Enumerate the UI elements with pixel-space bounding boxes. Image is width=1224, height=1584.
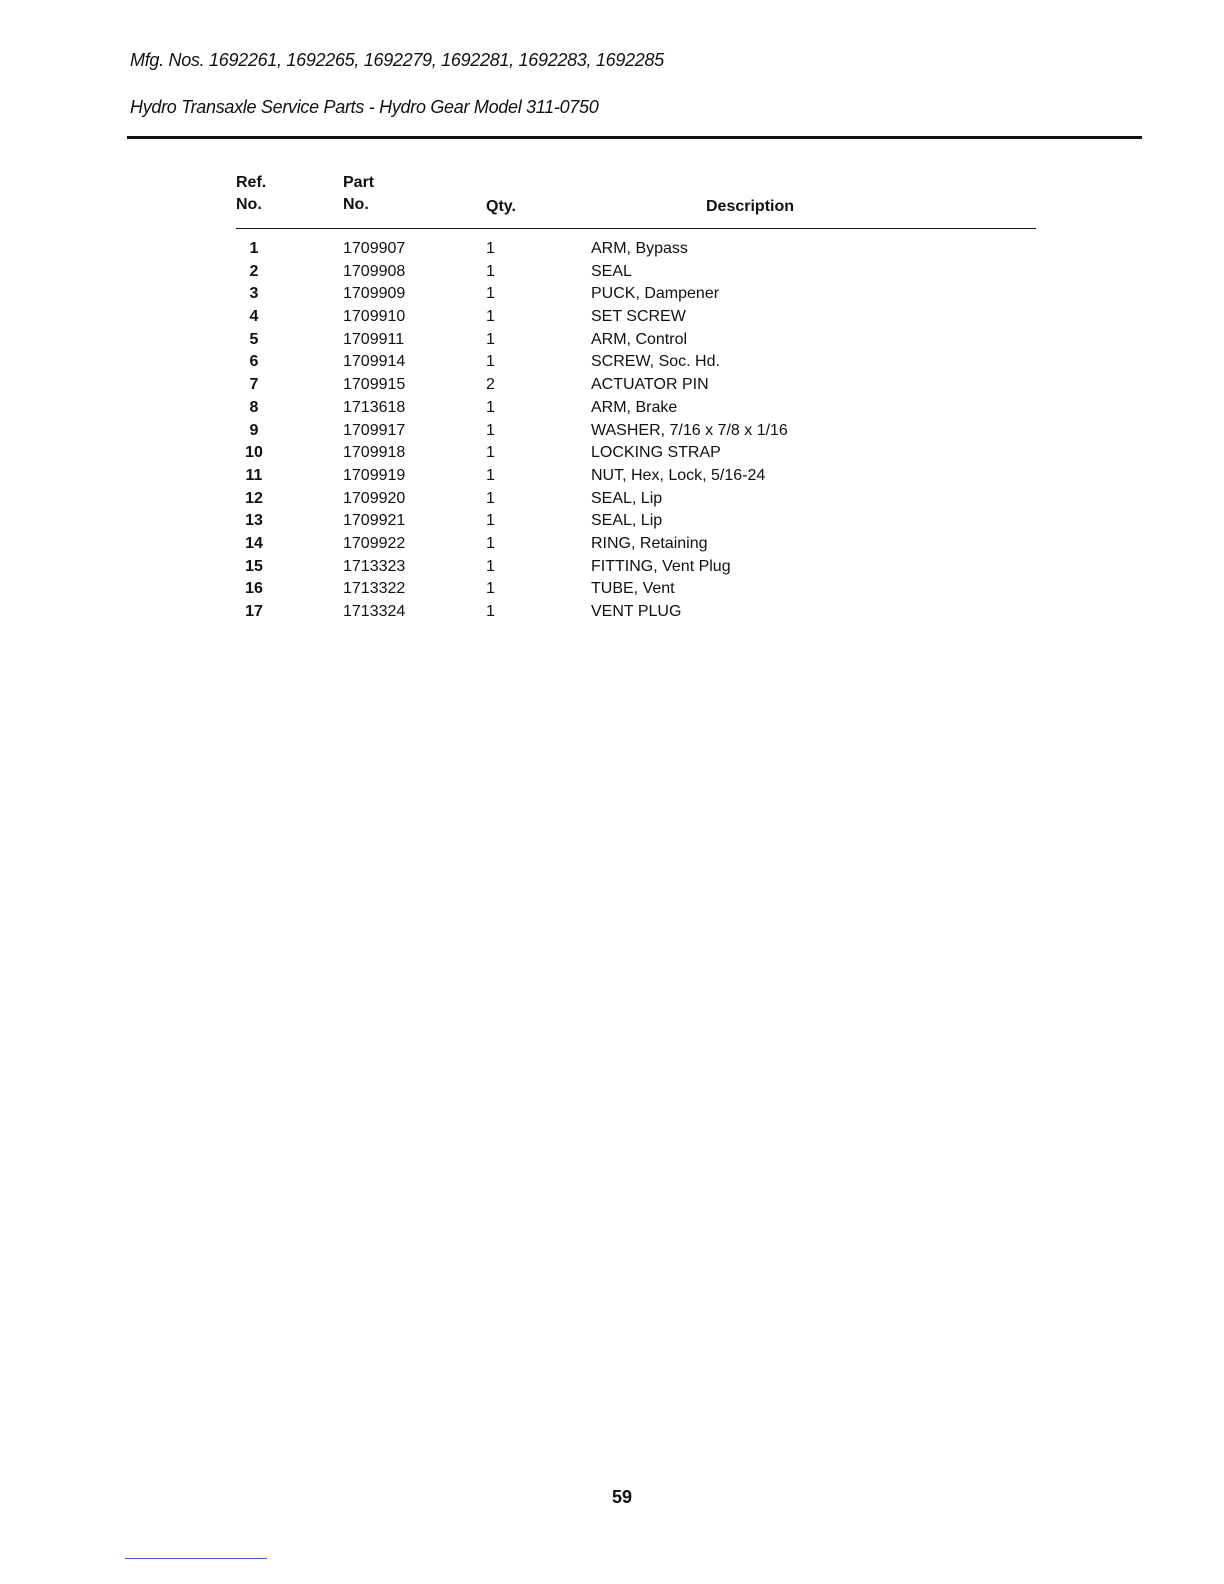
column-header-part-no xyxy=(343,172,374,216)
ref-no-cell: 15 xyxy=(245,557,263,575)
page-number: 59 xyxy=(612,1487,633,1507)
description-cell: SEAL, Lip xyxy=(591,489,663,507)
description-cell: SEAL, Lip xyxy=(591,512,663,530)
ref-no-cell: 13 xyxy=(245,512,263,530)
ref-no-cell: 11 xyxy=(245,466,263,484)
column-header-ref-no xyxy=(236,172,266,216)
table-row xyxy=(0,351,1224,374)
ref-no-cell: 9 xyxy=(249,421,259,439)
ref-no-cell: 5 xyxy=(249,330,259,348)
part-no-cell: 1713323 xyxy=(343,557,406,575)
part-no-cell: 1709907 xyxy=(343,240,406,257)
table-row xyxy=(0,488,1224,511)
description-cell: LOCKING STRAP xyxy=(591,444,721,462)
part-no-cell: 1709910 xyxy=(343,308,406,326)
column-header-part-line1: Part xyxy=(343,174,375,191)
description-cell: NUT, Hex, Lock, 5/16-24 xyxy=(591,466,766,484)
table-row xyxy=(0,420,1224,443)
qty-cell: 1 xyxy=(486,557,495,575)
ref-no-cell: 8 xyxy=(249,398,259,416)
description-cell: VENT PLUG xyxy=(591,603,682,620)
table-row xyxy=(0,442,1224,465)
qty-cell: 1 xyxy=(486,240,495,257)
qty-cell: 1 xyxy=(486,262,495,280)
qty-cell: 1 xyxy=(486,580,495,598)
column-header-description: Description xyxy=(706,198,795,215)
description-cell: RING, Retaining xyxy=(591,534,708,552)
part-no-cell: 1709909 xyxy=(343,285,406,303)
qty-cell: 1 xyxy=(486,466,495,484)
qty-cell: 1 xyxy=(486,285,495,303)
qty-cell: 1 xyxy=(486,489,495,507)
part-no-cell: 1709919 xyxy=(343,466,406,484)
description-cell: FITTING, Vent Plug xyxy=(591,557,731,575)
table-row xyxy=(0,465,1224,488)
table-row xyxy=(0,397,1224,420)
header-divider xyxy=(127,136,1142,139)
ref-no-cell: 4 xyxy=(249,308,259,326)
qty-cell: 1 xyxy=(486,534,495,552)
column-header-qty: Qty. xyxy=(486,198,516,215)
description-cell: ARM, Brake xyxy=(591,398,678,416)
part-no-cell: 1713324 xyxy=(343,603,406,620)
description-cell: SEAL xyxy=(591,262,632,280)
part-no-cell: 1709920 xyxy=(343,489,406,507)
description-cell: WASHER, 7/16 x 7/8 x 1/16 xyxy=(591,421,788,439)
table-row xyxy=(0,510,1224,533)
part-no-cell: 1709908 xyxy=(343,262,406,280)
table-row xyxy=(0,578,1224,601)
part-no-cell: 1709915 xyxy=(343,376,406,394)
table-row xyxy=(0,238,1224,261)
part-no-cell: 1709917 xyxy=(343,421,406,439)
table-row xyxy=(0,261,1224,284)
ref-no-cell: 10 xyxy=(245,444,263,462)
part-no-cell: 1709921 xyxy=(343,512,406,530)
qty-cell: 1 xyxy=(486,398,495,416)
description-cell: SCREW, Soc. Hd. xyxy=(591,353,720,371)
footer-link-underline xyxy=(125,1558,267,1559)
part-no-cell: 1713618 xyxy=(343,398,406,416)
description-cell: SET SCREW xyxy=(591,308,686,326)
ref-no-cell: 16 xyxy=(245,580,263,598)
table-row xyxy=(0,601,1224,624)
ref-no-cell: 1 xyxy=(249,240,259,257)
part-no-cell: 1709914 xyxy=(343,353,406,371)
table-row xyxy=(0,283,1224,306)
column-header-ref-line2: No. xyxy=(236,196,262,213)
ref-no-cell: 2 xyxy=(249,262,259,280)
description-cell: ACTUATOR PIN xyxy=(591,376,709,394)
part-no-cell: 1709918 xyxy=(343,444,406,462)
mfg-numbers: Mfg. Nos. 1692261, 1692265, 1692279, 1692281, 1692283, 1692285 xyxy=(130,50,664,70)
qty-cell: 1 xyxy=(486,444,495,462)
description-cell: PUCK, Dampener xyxy=(591,285,720,303)
qty-cell: 1 xyxy=(486,512,495,530)
part-no-cell: 1713322 xyxy=(343,580,406,598)
table-row xyxy=(0,329,1224,352)
parts-table xyxy=(0,238,1224,624)
table-header-divider xyxy=(236,228,1036,229)
qty-cell: 1 xyxy=(486,330,495,348)
description-cell: TUBE, Vent xyxy=(591,580,675,598)
ref-no-cell: 7 xyxy=(249,376,259,394)
part-no-cell: 1709922 xyxy=(343,534,406,552)
column-header-ref-line1: Ref. xyxy=(236,174,267,191)
table-row xyxy=(0,374,1224,397)
qty-cell: 1 xyxy=(486,353,495,371)
ref-no-cell: 14 xyxy=(245,534,263,552)
ref-no-cell: 6 xyxy=(249,353,259,371)
description-cell: ARM, Bypass xyxy=(591,240,688,257)
description-cell: ARM, Control xyxy=(591,330,688,348)
page-subtitle: Hydro Transaxle Service Parts - Hydro Gear Model 311-0750 xyxy=(130,97,599,117)
ref-no-cell: 17 xyxy=(245,603,263,620)
ref-no-cell: 12 xyxy=(245,489,263,507)
qty-cell: 1 xyxy=(486,421,495,439)
qty-cell: 1 xyxy=(486,603,495,620)
table-row xyxy=(0,556,1224,579)
table-row xyxy=(0,306,1224,329)
column-header-part-line2: No. xyxy=(343,196,369,213)
ref-no-cell: 3 xyxy=(249,285,259,303)
table-row xyxy=(0,533,1224,556)
part-no-cell: 1709911 xyxy=(343,330,405,348)
qty-cell: 2 xyxy=(486,376,495,394)
qty-cell: 1 xyxy=(486,308,495,326)
